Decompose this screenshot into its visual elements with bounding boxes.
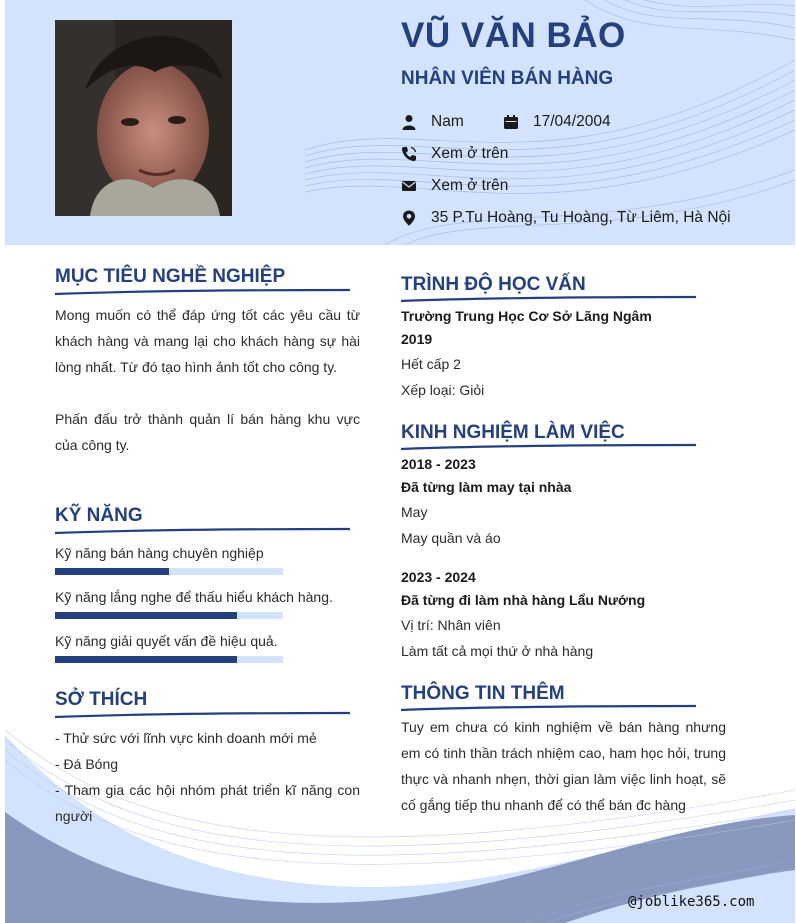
hobby-item: - Tham gia các hội nhóm phát triển kĩ năng con người (55, 782, 360, 824)
job-detail: Làm tất cả mọi thứ ở nhà hàng (401, 643, 594, 659)
skills-title: KỸ NĂNG (55, 505, 143, 526)
address-value: 35 P.Tu Hoàng, Tu Hoàng, Từ Liêm, Hà Nội (431, 209, 731, 226)
experience-underline (401, 443, 696, 453)
education-grade: Xếp loại: Giỏi (401, 382, 485, 398)
watermark: @joblike365.com (628, 894, 755, 910)
skills-underline (55, 527, 350, 537)
gender-value: Nam (431, 113, 464, 130)
extra-info-text: Tuy em chưa có kinh nghiệm về bán hàng nhưng em có tinh thần trách nhiệm cao, ham học hỏi, trung thực và nhanh nhẹn, thời gian làm việc linh hoạt, sẽ cố gắng tiếp thu nhanh để có thể bán đc hàng (401, 719, 726, 813)
location-pin-icon (401, 210, 431, 226)
education-title: TRÌNH ĐỘ HỌC VẤN (401, 274, 586, 295)
email-row (401, 177, 508, 195)
hobby-item: - Thử sức với lĩnh vực kinh doanh mới mẻ (55, 730, 317, 746)
hobbies-title: SỞ THÍCH (55, 689, 148, 710)
candidate-name: VŨ VĂN BẢO (401, 16, 626, 55)
gender-row (401, 113, 464, 131)
objective-title: MỤC TIÊU NGHỀ NGHIỆP (55, 266, 286, 287)
address-row (401, 209, 731, 227)
education-underline (401, 295, 696, 305)
birthdate-value: 17/04/2004 (533, 113, 611, 130)
calendar-icon (503, 114, 533, 130)
profile-photo (55, 20, 232, 216)
job-period: 2023 - 2024 (401, 569, 476, 585)
graduation-year: 2019 (401, 331, 433, 347)
phone-row (401, 145, 508, 163)
objective-paragraph-2: Phấn đấu trở thành quản lí bán hàng khu vực của công ty. (55, 411, 360, 453)
skill-bar (55, 656, 283, 663)
email-value: Xem ở trên (431, 177, 509, 194)
skill-bar-fill (55, 656, 237, 663)
skill-bar (55, 612, 283, 619)
skill-label: Kỹ năng lắng nghe để thấu hiểu khách hàng. (55, 589, 333, 605)
experience-title: KINH NGHIỆM LÀM VIỆC (401, 422, 625, 443)
phone-icon (401, 146, 431, 162)
job-period: 2018 - 2023 (401, 456, 476, 472)
phone-value: Xem ở trên (431, 145, 509, 162)
objective-paragraph-1: Mong muốn có thể đáp ứng tốt các yêu cầu từ khách hàng và mang lại cho khách hàng sự hài lòng nhất. Từ đó tạo hình ảnh tốt cho công ty. (55, 307, 360, 375)
skill-bar-fill (55, 568, 169, 575)
header (5, 0, 795, 245)
skill-label: Kỹ năng giải quyết vấn đề hiệu quả. (55, 633, 278, 649)
objective-underline (55, 288, 350, 298)
job-detail: May (401, 504, 428, 520)
birthdate-row (503, 113, 611, 131)
skill-bar (55, 568, 283, 575)
cv-page (5, 0, 795, 923)
job-detail: May quần và áo (401, 530, 501, 546)
hobby-item: - Đá Bóng (55, 756, 119, 772)
envelope-icon (401, 178, 431, 194)
extra-info-underline (401, 704, 696, 714)
job-company: Đã từng làm may tại nhàa (401, 479, 572, 495)
school-name: Trường Trung Học Cơ Sở Lãng Ngâm (401, 308, 652, 324)
skill-bar-fill (55, 612, 237, 619)
candidate-title: NHÂN VIÊN BÁN HÀNG (401, 68, 614, 89)
skill-label: Kỹ năng bán hàng chuyên nghiệp (55, 545, 264, 561)
extra-info-title: THÔNG TIN THÊM (401, 683, 565, 704)
job-detail: Vị trí: Nhân viên (401, 617, 501, 633)
user-icon (401, 114, 431, 130)
hobbies-underline (55, 711, 350, 721)
education-detail: Hết cấp 2 (401, 356, 461, 372)
job-company: Đã từng đi làm nhà hàng Lẩu Nướng (401, 592, 646, 608)
